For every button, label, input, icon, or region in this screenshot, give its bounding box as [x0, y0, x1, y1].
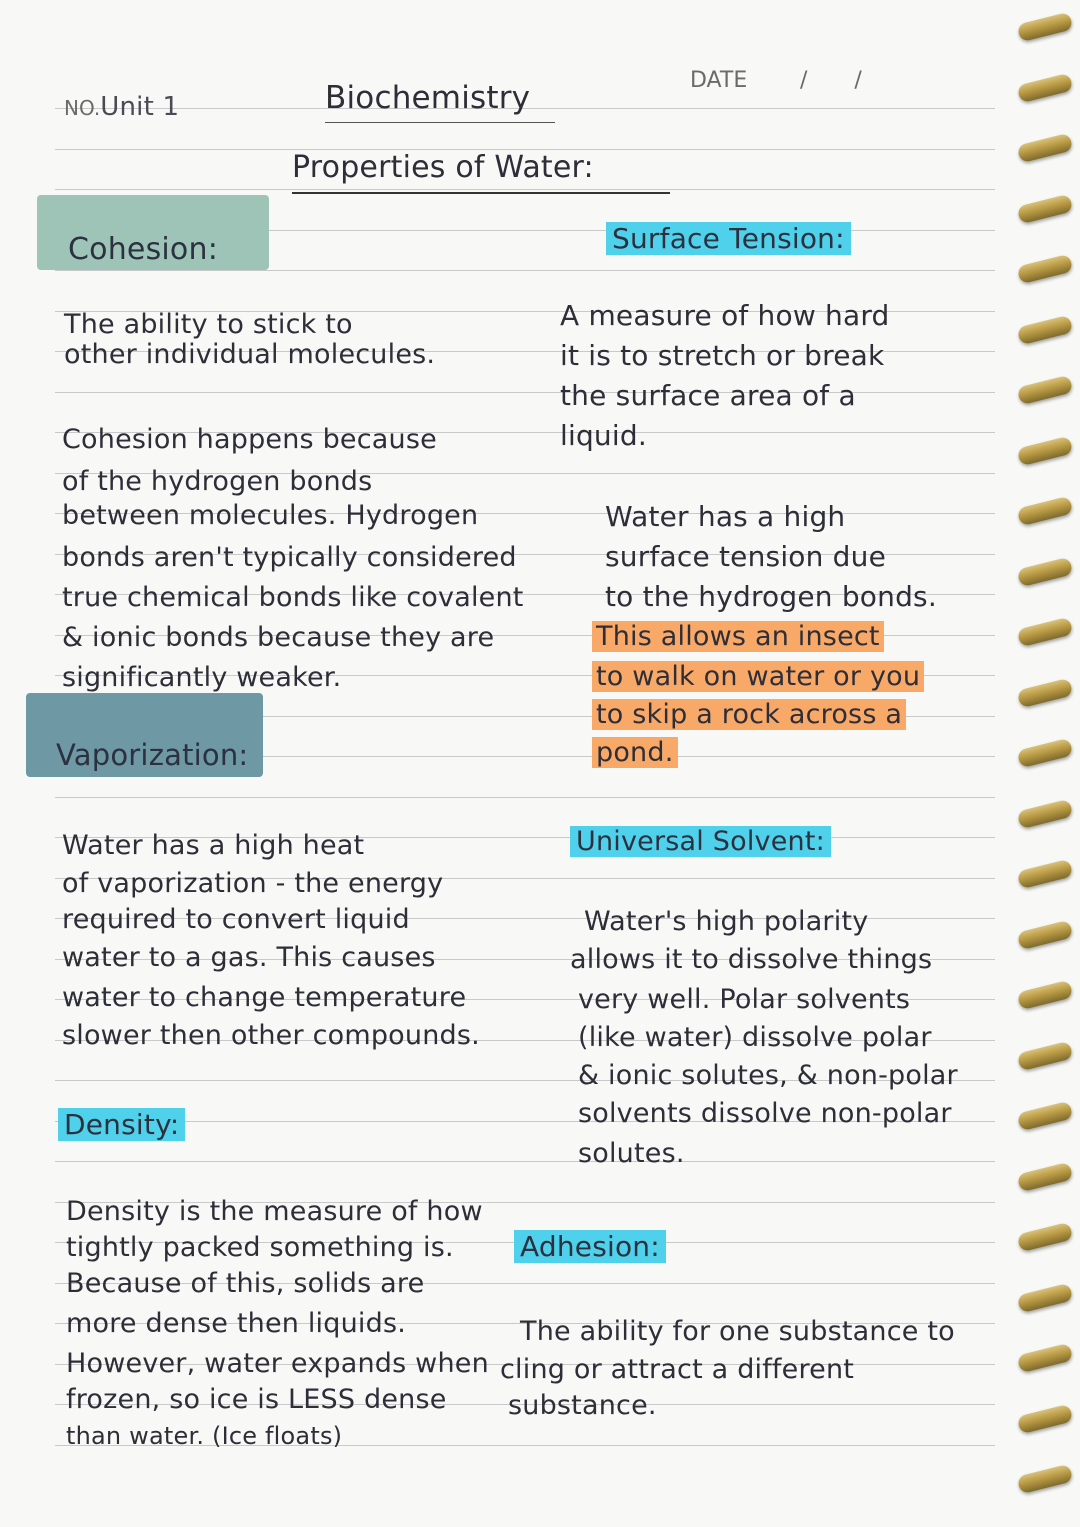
spiral-ring: [1017, 799, 1074, 830]
page-title-underline: [292, 192, 670, 194]
subject-underline: [325, 122, 555, 123]
spiral-ring: [1017, 1222, 1074, 1253]
spiral-ring: [1017, 1404, 1074, 1435]
surface-tension-definition: A measure of how hard it is to stretch or break the surface area of a liquid.: [560, 299, 890, 452]
spiral-ring: [1017, 1464, 1074, 1495]
surface-tension-highlighted-example: This allows an insect to walk on water or you to skip a rock across a pond.: [592, 617, 924, 771]
spiral-ring: [1017, 12, 1074, 43]
surface-tension-heading: Surface Tension:: [606, 222, 851, 255]
spiral-ring: [1017, 738, 1074, 769]
spiral-ring: [1017, 436, 1074, 467]
density-text: Density is the measure of how tightly packed something is. Because of this, solids are more dense then liquids. However, water expands when frozen, so ice is LESS dense than water. (Ice floats): [66, 1196, 489, 1450]
cohesion-definition: The ability to stick to other individual molecules.: [64, 309, 436, 370]
subject-title: Biochemistry: [325, 80, 531, 116]
spiral-ring: [1017, 1162, 1074, 1193]
spiral-ring: [1017, 1041, 1074, 1072]
date-label: DATE: [690, 68, 748, 93]
spiral-ring: [1017, 1101, 1074, 1132]
density-heading: Density:: [58, 1108, 185, 1141]
ruled-line: [55, 797, 995, 798]
ruled-line: [55, 189, 995, 190]
spiral-ring: [1017, 617, 1074, 648]
adhesion-text: The ability for one substance to cling or attract a different substance.: [500, 1316, 955, 1421]
spiral-ring: [1017, 315, 1074, 346]
adhesion-heading: Adhesion:: [514, 1230, 666, 1263]
vaporization-heading: Vaporization:: [56, 738, 249, 772]
spiral-ring: [1017, 194, 1074, 225]
spiral-ring: [1017, 375, 1074, 406]
universal-solvent-text: Water's high polarity allows it to dissolve things very well. Polar solvents (like water) dissolve polar & ionic solutes, & non-polar solvents dissolve non-polar solutes.: [570, 906, 958, 1169]
universal-solvent-heading: Universal Solvent:: [570, 826, 831, 857]
date-value: / /: [800, 68, 862, 93]
spiral-ring: [1017, 557, 1074, 588]
spiral-binding: [1010, 0, 1080, 1527]
vaporization-text: Water has a high heat of vaporization - the energy required to convert liquid water to a gas. This causes water to change temperature slower then other compounds.: [62, 830, 480, 1051]
spiral-ring: [1017, 678, 1074, 709]
page-number-label: NO.Unit 1: [64, 92, 180, 122]
spiral-ring: [1017, 980, 1074, 1011]
page-title: Properties of Water:: [292, 150, 594, 185]
ruled-line: [55, 270, 995, 271]
spiral-ring: [1017, 1343, 1074, 1374]
spiral-ring: [1017, 496, 1074, 527]
spiral-ring: [1017, 133, 1074, 164]
surface-tension-explanation: Water has a high surface tension due to the hydrogen bonds.: [605, 500, 937, 613]
spiral-ring: [1017, 254, 1074, 285]
spiral-ring: [1017, 859, 1074, 890]
cohesion-heading: Cohesion:: [68, 232, 219, 267]
cohesion-explanation: Cohesion happens because of the hydrogen bonds between molecules. Hydrogen bonds aren't typically considered true chemical bonds like covalent & ionic bonds because they are significantly weaker.: [62, 424, 524, 693]
spiral-ring: [1017, 73, 1074, 104]
spiral-ring: [1017, 920, 1074, 951]
spiral-ring: [1017, 1283, 1074, 1314]
